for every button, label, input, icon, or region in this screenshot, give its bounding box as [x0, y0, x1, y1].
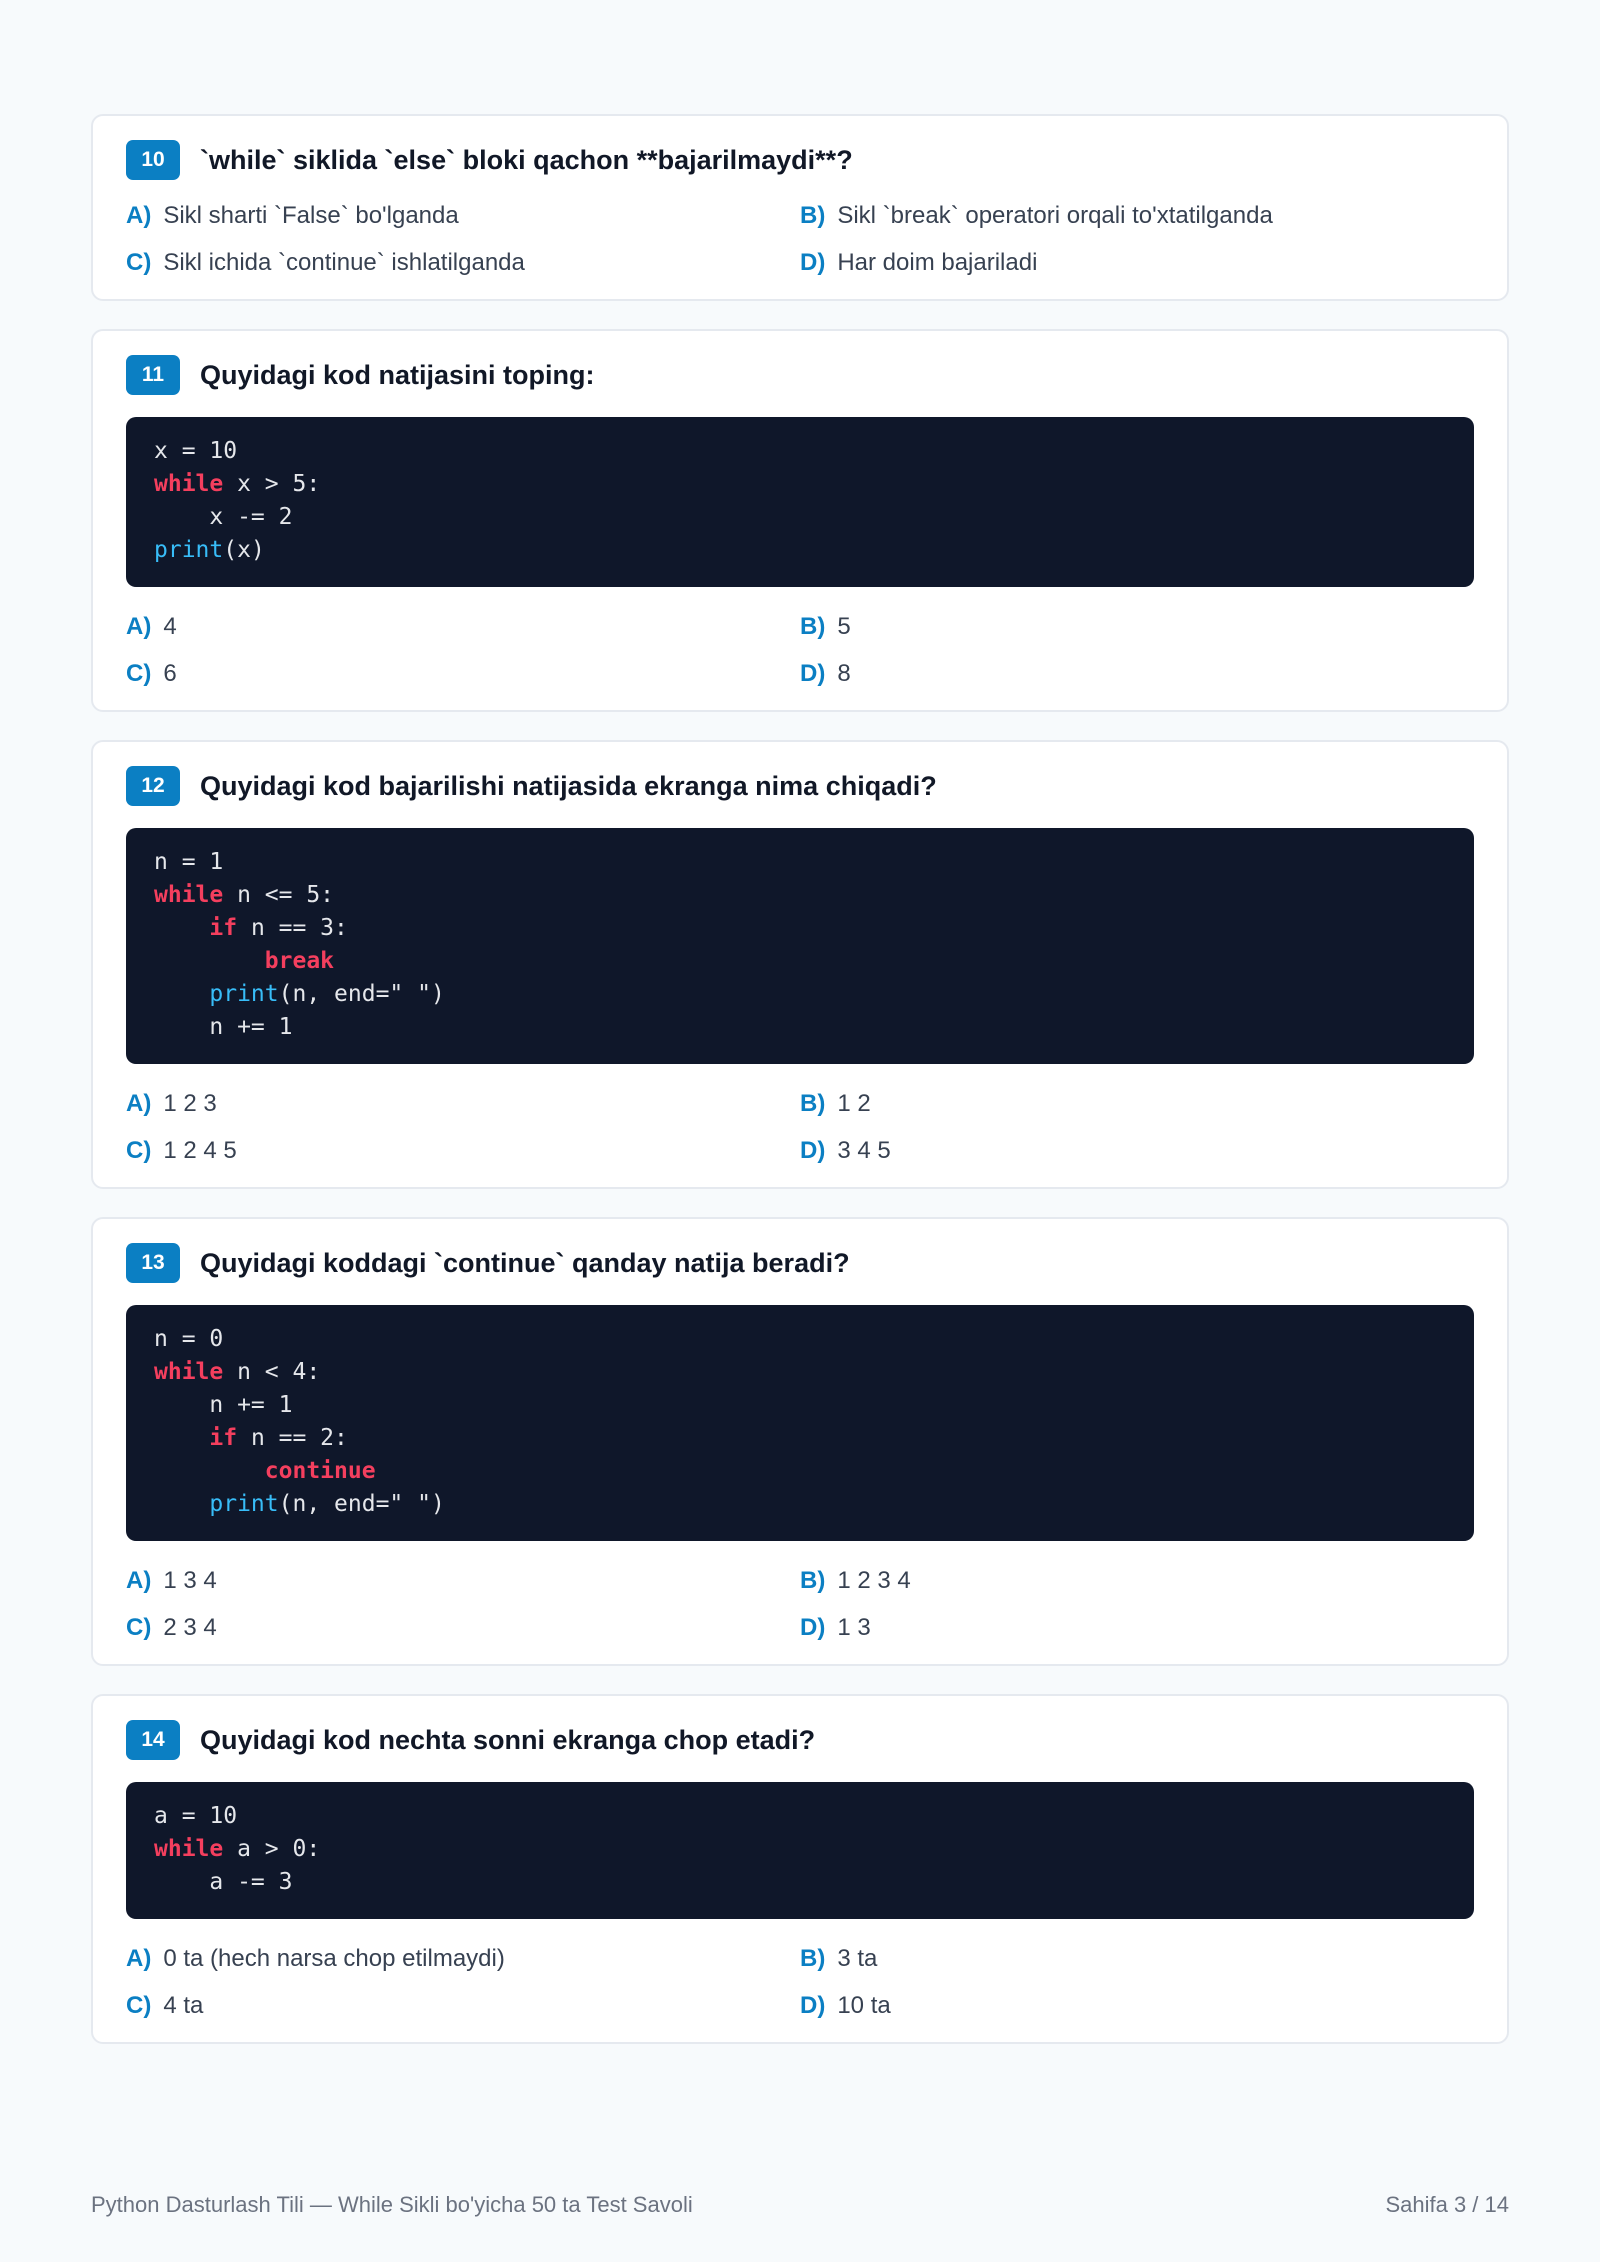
question-card — [91, 114, 1509, 301]
answer-option[interactable] — [800, 1992, 1474, 2020]
code-line — [154, 501, 1446, 534]
option-text: Har doim bajariladi — [837, 249, 1038, 276]
answer-option[interactable] — [800, 613, 1474, 641]
code-line — [154, 978, 1446, 1011]
code-function: print — [154, 537, 224, 563]
option-letter: C) — [126, 660, 152, 687]
code-token — [154, 1491, 209, 1517]
option-letter: B) — [800, 202, 826, 229]
code-line — [154, 1389, 1446, 1422]
question-card — [91, 1217, 1509, 1666]
code-token: n += 1 — [154, 1392, 293, 1418]
option-text: 3 ta — [837, 1945, 878, 1972]
code-token — [154, 948, 265, 974]
option-text: 10 ta — [837, 1992, 891, 2019]
question-card — [91, 1694, 1509, 2044]
question-text: Quyidagi koddagi `continue` qanday natija beradi? — [200, 1247, 850, 1278]
code-token: n = 0 — [154, 1326, 224, 1352]
answer-option[interactable] — [800, 1614, 1474, 1642]
option-text: 5 — [837, 613, 851, 640]
code-token: a = 10 — [154, 1803, 238, 1829]
option-letter: A) — [126, 1090, 152, 1117]
option-letter: A) — [126, 1567, 152, 1594]
question-header — [126, 355, 1474, 395]
option-letter: A) — [126, 1945, 152, 1972]
answer-option[interactable] — [126, 660, 800, 688]
code-block — [126, 417, 1474, 587]
answer-option[interactable] — [800, 1090, 1474, 1118]
answer-option[interactable] — [800, 660, 1474, 688]
code-token: n == 2: — [237, 1425, 348, 1451]
question-list — [91, 114, 1509, 2072]
option-text: 1 2 4 5 — [163, 1137, 237, 1164]
option-letter: C) — [126, 1992, 152, 2019]
option-text: Sikl sharti `False` bo'lganda — [163, 202, 459, 229]
code-line — [154, 1011, 1446, 1044]
code-token: (n, end=" ") — [278, 981, 445, 1007]
code-block — [126, 828, 1474, 1064]
code-line — [154, 1455, 1446, 1488]
question-text: Quyidagi kod bajarilishi natijasida ekranga nima chiqadi? — [200, 770, 937, 801]
option-letter: C) — [126, 1137, 152, 1164]
code-token — [154, 1425, 209, 1451]
answer-options — [126, 1090, 1474, 1165]
code-line — [154, 468, 1446, 501]
code-token: a > 0: — [223, 1836, 321, 1862]
page-footer — [91, 2192, 1509, 2218]
code-function: print — [209, 981, 279, 1007]
option-letter: D) — [800, 249, 826, 276]
code-keyword: if — [209, 915, 238, 941]
option-text: 6 — [163, 660, 177, 687]
answer-option[interactable] — [126, 1992, 800, 2020]
answer-option[interactable] — [800, 1945, 1474, 1973]
answer-options — [126, 613, 1474, 688]
code-token: a -= 3 — [154, 1869, 293, 1895]
question-text: `while` siklida `else` bloki qachon **bajarilmaydi**? — [200, 144, 853, 175]
option-text: 0 ta (hech narsa chop etilmaydi) — [163, 1945, 505, 1972]
option-letter: D) — [800, 660, 826, 687]
option-text: 1 3 4 — [163, 1567, 217, 1594]
code-line — [154, 1323, 1446, 1356]
option-letter: D) — [800, 1992, 826, 2019]
code-line — [154, 945, 1446, 978]
code-line — [154, 1800, 1446, 1833]
code-block — [126, 1305, 1474, 1541]
question-card — [91, 329, 1509, 712]
code-line — [154, 1833, 1446, 1866]
code-line — [154, 1488, 1446, 1521]
code-line — [154, 1356, 1446, 1389]
answer-option[interactable] — [800, 249, 1474, 277]
code-token — [154, 1458, 265, 1484]
footer-title: Python Dasturlash Tili — While Sikli bo'yicha 50 ta Test Savoli — [91, 2192, 693, 2217]
code-token: n == 3: — [237, 915, 348, 941]
code-block — [126, 1782, 1474, 1919]
answer-option[interactable] — [800, 1137, 1474, 1165]
question-card — [91, 740, 1509, 1189]
option-letter: D) — [800, 1137, 826, 1164]
code-keyword: continue — [264, 1458, 376, 1484]
code-keyword: if — [209, 1425, 238, 1451]
option-letter: C) — [126, 249, 152, 276]
code-token: x = 10 — [154, 438, 238, 464]
answer-options — [126, 1567, 1474, 1642]
code-token: x > 5: — [223, 471, 321, 497]
code-line — [154, 912, 1446, 945]
answer-option[interactable] — [126, 249, 800, 277]
option-text: 4 — [163, 613, 177, 640]
code-token: n < 4: — [223, 1359, 321, 1385]
code-token: (x) — [223, 537, 265, 563]
answer-option[interactable] — [126, 613, 800, 641]
option-text: 2 3 4 — [163, 1614, 217, 1641]
answer-option[interactable] — [800, 1567, 1474, 1595]
option-letter: B) — [800, 1945, 826, 1972]
question-number-badge: 12 — [126, 766, 180, 806]
question-number-badge: 13 — [126, 1243, 180, 1283]
option-text: 4 ta — [163, 1992, 204, 2019]
code-function: print — [209, 1491, 279, 1517]
code-line — [154, 879, 1446, 912]
answer-option[interactable] — [126, 1614, 800, 1642]
option-text: Sikl ichida `continue` ishlatilganda — [163, 249, 525, 276]
code-token: (n, end=" ") — [278, 1491, 445, 1517]
option-letter: D) — [800, 1614, 826, 1641]
answer-option[interactable] — [126, 1137, 800, 1165]
code-token: n <= 5: — [223, 882, 335, 908]
answer-option[interactable] — [126, 1090, 800, 1118]
option-letter: B) — [800, 1567, 826, 1594]
option-letter: C) — [126, 1614, 152, 1641]
option-letter: A) — [126, 613, 152, 640]
answer-options — [126, 202, 1474, 277]
code-token: n = 1 — [154, 849, 224, 875]
answer-options — [126, 1945, 1474, 2020]
option-text: 1 2 3 4 — [837, 1567, 911, 1594]
option-text: Sikl `break` operatori orqali to'xtatilganda — [837, 202, 1273, 229]
code-keyword: break — [264, 948, 335, 974]
code-token: x -= 2 — [154, 504, 293, 530]
option-text: 1 2 3 — [163, 1090, 217, 1117]
code-line — [154, 435, 1446, 468]
answer-option[interactable] — [126, 1567, 800, 1595]
code-token — [154, 915, 209, 941]
question-header — [126, 766, 1474, 806]
option-text: 3 4 5 — [837, 1137, 891, 1164]
code-line — [154, 534, 1446, 567]
question-number-badge: 10 — [126, 140, 180, 180]
code-keyword: while — [154, 1359, 224, 1385]
question-text: Quyidagi kod natijasini toping: — [200, 359, 595, 390]
question-header — [126, 140, 1474, 180]
option-letter: B) — [800, 613, 826, 640]
question-number-badge: 14 — [126, 1720, 180, 1760]
option-letter: B) — [800, 1090, 826, 1117]
code-line — [154, 846, 1446, 879]
answer-option[interactable] — [126, 202, 800, 230]
page-number: Sahifa 3 / 14 — [1385, 2192, 1509, 2217]
answer-option[interactable] — [800, 202, 1474, 230]
code-token: n += 1 — [154, 1014, 293, 1040]
question-header — [126, 1720, 1474, 1760]
code-keyword: while — [154, 882, 224, 908]
code-token — [154, 981, 209, 1007]
answer-option[interactable] — [126, 1945, 800, 1973]
code-line — [154, 1422, 1446, 1455]
question-header — [126, 1243, 1474, 1283]
option-text: 1 3 — [837, 1614, 871, 1641]
code-line — [154, 1866, 1446, 1899]
option-letter: A) — [126, 202, 152, 229]
question-text: Quyidagi kod nechta sonni ekranga chop etadi? — [200, 1724, 816, 1755]
question-number-badge: 11 — [126, 355, 180, 395]
option-text: 1 2 — [837, 1090, 871, 1117]
option-text: 8 — [837, 660, 851, 687]
code-keyword: while — [154, 471, 224, 497]
code-keyword: while — [154, 1836, 224, 1862]
